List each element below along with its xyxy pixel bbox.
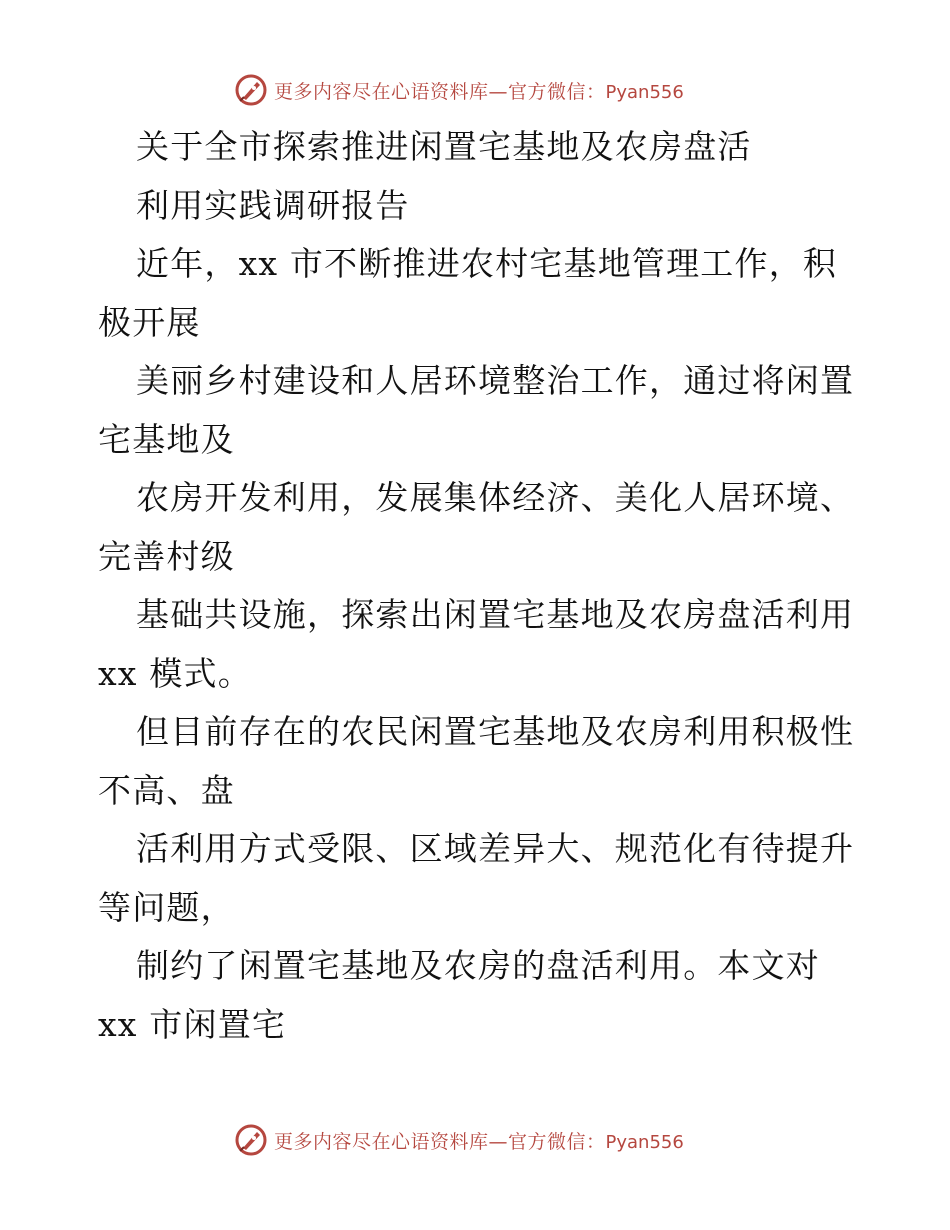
body-line: 近年，xx 市不断推进农村宅基地管理工作，积: [136, 244, 838, 283]
body-line: 但目前存在的农民闲置宅基地及农房利用积极性: [136, 712, 855, 751]
pen-nib-logo-icon: [234, 1123, 268, 1157]
title-line-2: 利用实践调研报告: [136, 185, 410, 225]
body-line: 宅基地及: [98, 419, 235, 459]
body-line: 农房开发利用，发展集体经济、美化人居环境、: [136, 478, 855, 517]
pen-nib-logo-icon: [234, 73, 268, 107]
body-line: 活利用方式受限、区域差异大、规范化有待提升: [136, 829, 855, 868]
body-line: 极开展: [98, 302, 201, 342]
body-line: 基础共设施，探索出闲置宅基地及农房盘活利用: [136, 595, 855, 634]
body-line: 完善村级: [98, 536, 235, 576]
body-line: 制约了闲置宅基地及农房的盘活利用。本文对: [136, 946, 820, 985]
body-line: xx 市闲置宅: [98, 1004, 287, 1044]
body-line: 不高、盘: [98, 770, 235, 810]
watermark-text: 更多内容尽在心语资料库—官方微信：Pyan556: [274, 80, 684, 103]
footer-watermark: [234, 1122, 684, 1158]
body-line: 等问题，: [98, 887, 235, 927]
document-body: [98, 118, 898, 1054]
header-watermark: [234, 72, 684, 108]
body-line: 美丽乡村建设和人居环境整治工作，通过将闲置: [136, 361, 855, 400]
body-line: xx 模式。: [98, 653, 252, 693]
watermark-text: 更多内容尽在心语资料库—官方微信：Pyan556: [274, 1130, 684, 1153]
title-line-1: 关于全市探索推进闲置宅基地及农房盘活: [136, 127, 752, 166]
